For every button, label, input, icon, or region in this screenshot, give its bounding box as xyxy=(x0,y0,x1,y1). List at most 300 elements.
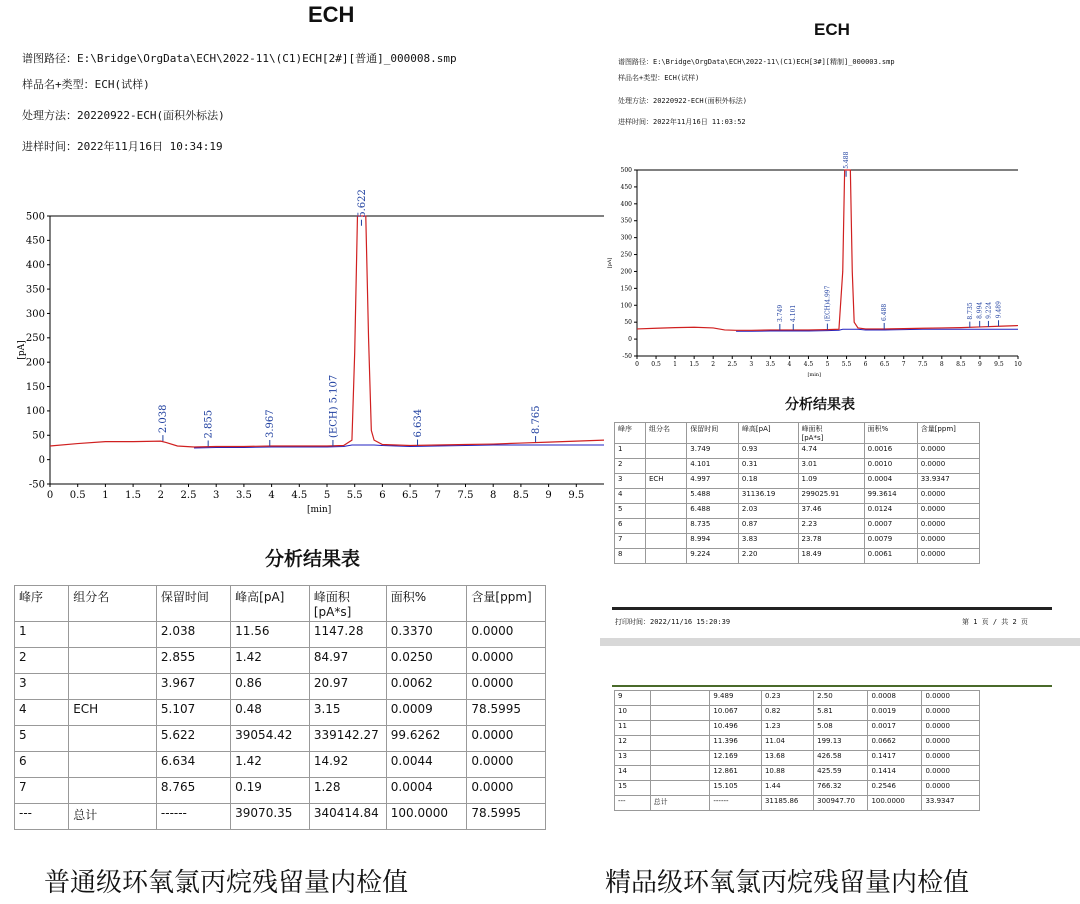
y-axis-label: [pA] xyxy=(607,257,613,269)
table-cell: 99.3614 xyxy=(864,489,917,504)
table-row xyxy=(15,674,546,700)
table-row xyxy=(615,706,980,721)
x-tick-label: 7 xyxy=(901,361,906,368)
table-cell: 0.93 xyxy=(738,444,798,459)
table-row xyxy=(615,751,980,766)
table-cell: 6 xyxy=(615,519,646,534)
right-caption: 精品级环氧氯丙烷残留量内检值 xyxy=(605,868,970,898)
y-tick-label: 0 xyxy=(38,454,45,466)
table-cell xyxy=(650,781,710,796)
table-row xyxy=(615,781,980,796)
x-tick-label: 7.5 xyxy=(917,361,928,368)
peak-label: 8.735 xyxy=(966,302,974,320)
y-tick-label: 200 xyxy=(620,268,632,276)
table-cell: 340414.84 xyxy=(309,804,386,830)
table-cell: 6.488 xyxy=(687,504,739,519)
table-cell: 20.97 xyxy=(309,674,386,700)
table-cell: 0.0000 xyxy=(917,519,979,534)
table-row xyxy=(15,648,546,674)
table-cell xyxy=(645,549,686,564)
table-cell xyxy=(650,736,710,751)
x-tick-label: 7.5 xyxy=(457,490,474,501)
table-cell: 3 xyxy=(15,674,69,700)
y-tick-label: 350 xyxy=(620,217,632,225)
table-row xyxy=(15,752,546,778)
table-cell: 0.1414 xyxy=(868,766,922,781)
table-cell: 766.32 xyxy=(814,781,868,796)
peak-label: (ECH) 5.107 xyxy=(328,374,340,438)
table-cell: 8 xyxy=(615,549,646,564)
table-cell: 0.0008 xyxy=(868,691,922,706)
x-tick-label: 4.5 xyxy=(291,490,308,501)
table-cell: 13 xyxy=(615,751,651,766)
x-tick-label: 9.5 xyxy=(568,490,585,501)
header-cell: 组分名 xyxy=(69,586,157,622)
table-cell xyxy=(645,444,686,459)
left-path-line: 谱图路径：E:\Bridge\OrgData\ECH\2022-11\(C1)ECH[2#][普通]_000008.smp xyxy=(22,52,457,65)
table-cell xyxy=(650,766,710,781)
table-cell: 0.0000 xyxy=(467,648,546,674)
table-cell: 1.42 xyxy=(231,648,310,674)
table-cell xyxy=(645,519,686,534)
peak-label: 5.488 xyxy=(843,151,851,169)
table-row xyxy=(615,534,980,549)
table-cell: 0.2546 xyxy=(868,781,922,796)
table-cell: 0.0010 xyxy=(864,459,917,474)
x-tick-label: 4 xyxy=(268,490,275,501)
y-tick-label: 0 xyxy=(628,336,632,344)
table-cell xyxy=(645,534,686,549)
table-cell: 0.31 xyxy=(738,459,798,474)
table-cell: ECH xyxy=(69,700,157,726)
table-cell: 0.0062 xyxy=(386,674,467,700)
y-tick-label: 250 xyxy=(620,251,632,259)
table-cell: 0.0000 xyxy=(917,534,979,549)
table-cell: 11.396 xyxy=(710,736,762,751)
page-footer-rule xyxy=(612,607,1052,610)
table-cell: 3.01 xyxy=(798,459,864,474)
table-cell: 5.107 xyxy=(156,700,230,726)
table-cell: 0.0000 xyxy=(917,549,979,564)
y-tick-label: 100 xyxy=(25,406,45,418)
x-tick-label: 8 xyxy=(939,361,944,368)
table-cell: 0.0000 xyxy=(467,622,546,648)
x-tick-label: 10 xyxy=(1014,361,1022,368)
table-cell: 199.13 xyxy=(814,736,868,751)
table-cell: 1 xyxy=(15,622,69,648)
table-cell: 339142.27 xyxy=(309,726,386,752)
table-cell: 0.0000 xyxy=(917,444,979,459)
table-row xyxy=(15,700,546,726)
table-cell: 13.68 xyxy=(761,751,813,766)
table-cell: 0.0004 xyxy=(864,474,917,489)
table-cell: 33.9347 xyxy=(922,796,980,811)
page2-header-rule xyxy=(612,685,1052,687)
table-cell: 0.0000 xyxy=(922,751,980,766)
table-cell: 2.20 xyxy=(738,549,798,564)
table-cell: 1.44 xyxy=(761,781,813,796)
table-row xyxy=(615,504,980,519)
table-cell xyxy=(650,721,710,736)
table-cell: 9 xyxy=(615,691,651,706)
header-cell: 峰序 xyxy=(15,586,69,622)
table-cell: 8.994 xyxy=(687,534,739,549)
table-cell: 100.0000 xyxy=(868,796,922,811)
x-tick-label: 1 xyxy=(673,361,678,368)
peak-label: 9.489 xyxy=(995,301,1003,319)
table-cell: 300947.70 xyxy=(814,796,868,811)
table-cell xyxy=(645,504,686,519)
right-path-line: 谱图路径：E:\Bridge\OrgData\ECH\2022-11\(C1)ECH[3#][精制]_000003.smp xyxy=(618,58,895,66)
table-cell: 0.86 xyxy=(231,674,310,700)
table-cell: 3 xyxy=(615,474,646,489)
table-cell: 31136.19 xyxy=(738,489,798,504)
table-cell: 0.87 xyxy=(738,519,798,534)
y-tick-label: 450 xyxy=(620,183,632,191)
x-tick-label: 8 xyxy=(490,490,497,501)
table-cell: 0.3370 xyxy=(386,622,467,648)
left-results-table xyxy=(14,585,546,830)
right-table-header-row xyxy=(615,423,980,444)
table-cell: 0.23 xyxy=(761,691,813,706)
table-cell: 1.23 xyxy=(761,721,813,736)
peak-label: 2.855 xyxy=(203,409,215,439)
table-cell: 0.48 xyxy=(231,700,310,726)
table-cell: 1.28 xyxy=(309,778,386,804)
table-cell: 4 xyxy=(615,489,646,504)
table-cell: 1 xyxy=(615,444,646,459)
y-tick-label: -50 xyxy=(622,353,632,360)
x-tick-label: 5 xyxy=(825,361,830,368)
left-table-header-row xyxy=(15,586,546,622)
y-tick-label: -50 xyxy=(28,479,45,491)
table-cell: 0.0079 xyxy=(864,534,917,549)
table-cell: 426.58 xyxy=(814,751,868,766)
table-cell: 31185.86 xyxy=(761,796,813,811)
table-cell xyxy=(69,778,157,804)
peak-label: 3.967 xyxy=(265,409,277,438)
peak-label: 5.622 xyxy=(356,189,368,218)
x-tick-label: 9 xyxy=(977,361,982,368)
header-cell: 组分名 xyxy=(645,423,686,444)
table-cell: 0.0000 xyxy=(917,504,979,519)
table-cell: 12 xyxy=(615,736,651,751)
table-cell: 6 xyxy=(15,752,69,778)
x-tick-label: 0.5 xyxy=(69,490,86,501)
table-cell: 78.5995 xyxy=(467,700,546,726)
x-tick-label: 6.5 xyxy=(879,361,890,368)
x-tick-label: 4.5 xyxy=(803,361,814,368)
y-tick-label: 150 xyxy=(620,285,632,293)
right-sample-line: 样品名+类型：ECH(试样) xyxy=(618,74,700,82)
left-sample-line: 样品名+类型：ECH(试样) xyxy=(22,78,150,91)
y-tick-label: 400 xyxy=(25,260,45,272)
x-tick-label: 3 xyxy=(213,490,220,501)
x-tick-label: 3.5 xyxy=(765,361,776,368)
table-cell: 5.81 xyxy=(814,706,868,721)
table-cell: 78.5995 xyxy=(467,804,546,830)
table-cell: 0.0019 xyxy=(868,706,922,721)
table-cell: 18.49 xyxy=(798,549,864,564)
table-cell xyxy=(69,648,157,674)
x-axis-label: [min] xyxy=(307,505,332,515)
table-cell: 0.19 xyxy=(231,778,310,804)
table-cell xyxy=(650,706,710,721)
table-cell: 11.04 xyxy=(761,736,813,751)
table-cell xyxy=(650,691,710,706)
table-cell: 2 xyxy=(615,459,646,474)
table-cell: 9.489 xyxy=(710,691,762,706)
table-cell: 0.0000 xyxy=(922,766,980,781)
table-cell: 12.861 xyxy=(710,766,762,781)
x-tick-label: 8.5 xyxy=(956,361,966,368)
table-cell: 总计 xyxy=(650,796,710,811)
table-cell: 5.622 xyxy=(156,726,230,752)
table-row xyxy=(615,519,980,534)
table-cell: 11.56 xyxy=(231,622,310,648)
header-cell: 含量[ppm] xyxy=(467,586,546,622)
y-tick-label: 500 xyxy=(620,167,632,174)
table-cell xyxy=(650,751,710,766)
y-tick-label: 300 xyxy=(620,234,632,242)
header-cell: 保留时间 xyxy=(156,586,230,622)
right-results-title: 分析结果表 xyxy=(785,397,855,413)
table-cell: 0.0000 xyxy=(467,726,546,752)
peak-label: 6.488 xyxy=(881,303,889,321)
table-cell: 8.765 xyxy=(156,778,230,804)
table-cell: ------ xyxy=(710,796,762,811)
table-row xyxy=(15,622,546,648)
table-cell: 总计 xyxy=(69,804,157,830)
table-cell: 10.88 xyxy=(761,766,813,781)
y-tick-label: 50 xyxy=(624,319,632,327)
y-tick-label: 300 xyxy=(25,308,45,320)
table-cell: 5.488 xyxy=(687,489,739,504)
right-chromatogram-chart xyxy=(607,151,1038,380)
peak-label: 8.994 xyxy=(976,301,984,319)
table-cell: 0.0000 xyxy=(467,778,546,804)
table-cell: 0.1417 xyxy=(868,751,922,766)
table-cell: 0.0004 xyxy=(386,778,467,804)
left-results-title: 分析结果表 xyxy=(265,548,361,570)
table-cell: 0.82 xyxy=(761,706,813,721)
right-results-table-page1 xyxy=(614,422,980,564)
table-cell: ------ xyxy=(156,804,230,830)
table-cell: 23.78 xyxy=(798,534,864,549)
table-cell: 4.74 xyxy=(798,444,864,459)
x-tick-label: 3.5 xyxy=(235,490,252,501)
x-tick-label: 2.5 xyxy=(180,490,197,501)
table-row xyxy=(615,474,980,489)
right-results-table-page2 xyxy=(614,690,980,811)
table-row xyxy=(615,736,980,751)
table-row xyxy=(615,489,980,504)
table-cell: 8.735 xyxy=(687,519,739,534)
table-cell: 0.0044 xyxy=(386,752,467,778)
x-tick-label: 7 xyxy=(434,490,441,501)
header-cell: 峰高[pA] xyxy=(231,586,310,622)
table-cell: 0.0000 xyxy=(922,691,980,706)
table-cell: 1.09 xyxy=(798,474,864,489)
table-cell: 39054.42 xyxy=(231,726,310,752)
x-tick-label: 1.5 xyxy=(689,361,699,368)
table-cell: 0.0000 xyxy=(917,489,979,504)
table-cell xyxy=(69,622,157,648)
table-cell: 0.18 xyxy=(738,474,798,489)
table-row xyxy=(615,766,980,781)
table-cell: 0.0250 xyxy=(386,648,467,674)
right-method-line: 处理方法：20220922-ECH(面积外标法) xyxy=(618,97,748,105)
table-row xyxy=(615,691,980,706)
y-tick-label: 100 xyxy=(620,302,632,310)
x-tick-label: 6 xyxy=(379,490,386,501)
table-cell: 0.0000 xyxy=(922,781,980,796)
table-row xyxy=(615,549,980,564)
table-cell: 3.749 xyxy=(687,444,739,459)
table-cell xyxy=(69,752,157,778)
table-cell xyxy=(69,726,157,752)
table-cell: 9.224 xyxy=(687,549,739,564)
table-cell: 7 xyxy=(15,778,69,804)
table-cell: 2 xyxy=(15,648,69,674)
x-tick-label: 5.5 xyxy=(841,361,852,368)
table-cell: 11 xyxy=(615,721,651,736)
right-report-title: ECH xyxy=(814,20,850,39)
y-tick-label: 50 xyxy=(32,430,45,442)
left-time-line: 进样时间：2022年11月16日 10:34:19 xyxy=(22,140,223,153)
table-row xyxy=(15,804,546,830)
y-tick-label: 150 xyxy=(25,381,45,393)
x-tick-label: 8.5 xyxy=(512,490,529,501)
table-cell: 10.067 xyxy=(710,706,762,721)
peak-label: 4.101 xyxy=(790,304,798,322)
x-tick-label: 5 xyxy=(323,490,331,501)
left-method-line: 处理方法：20220922-ECH(面积外标法) xyxy=(22,109,225,122)
table-cell: 0.0000 xyxy=(467,752,546,778)
header-cell: 含量[ppm] xyxy=(917,423,979,444)
table-cell: 0.0009 xyxy=(386,700,467,726)
x-tick-label: 6 xyxy=(863,361,868,368)
header-cell: 峰面积 [pA*s] xyxy=(309,586,386,622)
left-chromatogram-chart xyxy=(0,189,610,525)
table-cell: 39070.35 xyxy=(231,804,310,830)
left-report-title: ECH xyxy=(308,2,355,27)
table-row xyxy=(615,444,980,459)
table-cell: 2.50 xyxy=(814,691,868,706)
table-cell: --- xyxy=(615,796,651,811)
x-tick-label: 0.5 xyxy=(651,361,661,368)
table-cell: 1147.28 xyxy=(309,622,386,648)
y-tick-label: 500 xyxy=(25,211,45,223)
table-cell: 3.15 xyxy=(309,700,386,726)
table-cell: 3.967 xyxy=(156,674,230,700)
y-axis-label: [pA] xyxy=(17,340,27,360)
table-cell: 5 xyxy=(15,726,69,752)
x-tick-label: 3 xyxy=(749,361,754,368)
print-time: 打印时间：2022/11/16 15:20:39 xyxy=(615,618,731,626)
table-cell: 14 xyxy=(615,766,651,781)
x-tick-label: 2.5 xyxy=(727,361,738,368)
table-cell: 0.0124 xyxy=(864,504,917,519)
table-cell: 33.9347 xyxy=(917,474,979,489)
table-cell: 10.496 xyxy=(710,721,762,736)
x-tick-label: 5.5 xyxy=(346,490,363,501)
table-cell: 14.92 xyxy=(309,752,386,778)
table-cell: 0.0017 xyxy=(868,721,922,736)
table-row xyxy=(615,721,980,736)
table-row xyxy=(615,796,980,811)
x-tick-label: 4 xyxy=(787,361,792,368)
table-cell xyxy=(645,489,686,504)
header-cell: 峰序 xyxy=(615,423,646,444)
table-cell: 12.169 xyxy=(710,751,762,766)
table-cell: 2.855 xyxy=(156,648,230,674)
peak-label: 2.038 xyxy=(158,404,170,434)
table-cell: 6.634 xyxy=(156,752,230,778)
peak-label: 6.634 xyxy=(412,408,424,438)
table-cell: 100.0000 xyxy=(386,804,467,830)
peak-label: (ECH)4.997 xyxy=(824,285,832,322)
table-cell: --- xyxy=(15,804,69,830)
y-tick-label: 200 xyxy=(25,357,45,369)
table-cell xyxy=(645,459,686,474)
table-row xyxy=(15,778,546,804)
peak-label: 8.765 xyxy=(530,405,542,435)
header-cell: 面积% xyxy=(864,423,917,444)
table-cell: 0.0000 xyxy=(917,459,979,474)
y-tick-label: 450 xyxy=(25,235,45,247)
x-tick-label: 1 xyxy=(102,490,109,501)
table-cell: 2.23 xyxy=(798,519,864,534)
y-tick-label: 400 xyxy=(620,200,632,208)
table-cell: 4 xyxy=(15,700,69,726)
right-time-line: 进样时间：2022年11月16日 11:03:52 xyxy=(618,118,746,126)
table-cell: 84.97 xyxy=(309,648,386,674)
table-cell: 299025.91 xyxy=(798,489,864,504)
x-tick-label: 9 xyxy=(545,490,552,501)
page-info: 第 1 页 / 共 2 页 xyxy=(962,618,1028,626)
table-cell: 2.03 xyxy=(738,504,798,519)
table-cell: 99.6262 xyxy=(386,726,467,752)
table-cell: 4.997 xyxy=(687,474,739,489)
table-cell: 0.0000 xyxy=(922,736,980,751)
table-cell: 5.08 xyxy=(814,721,868,736)
x-tick-label: 6.5 xyxy=(402,490,419,501)
table-cell: 5 xyxy=(615,504,646,519)
table-cell xyxy=(69,674,157,700)
table-cell: 10 xyxy=(615,706,651,721)
x-tick-label: 0 xyxy=(635,361,639,368)
peak-label: 3.749 xyxy=(776,304,784,322)
table-row xyxy=(615,459,980,474)
table-cell: 0.0000 xyxy=(922,706,980,721)
x-axis-label: [min] xyxy=(807,372,821,378)
x-tick-label: 2 xyxy=(711,361,716,368)
table-cell: 2.038 xyxy=(156,622,230,648)
table-cell: 15 xyxy=(615,781,651,796)
header-cell: 面积% xyxy=(386,586,467,622)
left-caption: 普通级环氧氯丙烷残留量内检值 xyxy=(44,868,409,898)
header-cell: 峰面积 [pA*s] xyxy=(798,423,864,444)
table-cell: 425.59 xyxy=(814,766,868,781)
table-cell: 0.0007 xyxy=(864,519,917,534)
table-cell: 0.0000 xyxy=(467,674,546,700)
table-cell: 3.83 xyxy=(738,534,798,549)
y-tick-label: 350 xyxy=(25,284,45,296)
table-cell: 4.101 xyxy=(687,459,739,474)
table-cell: 37.46 xyxy=(798,504,864,519)
table-cell: 7 xyxy=(615,534,646,549)
